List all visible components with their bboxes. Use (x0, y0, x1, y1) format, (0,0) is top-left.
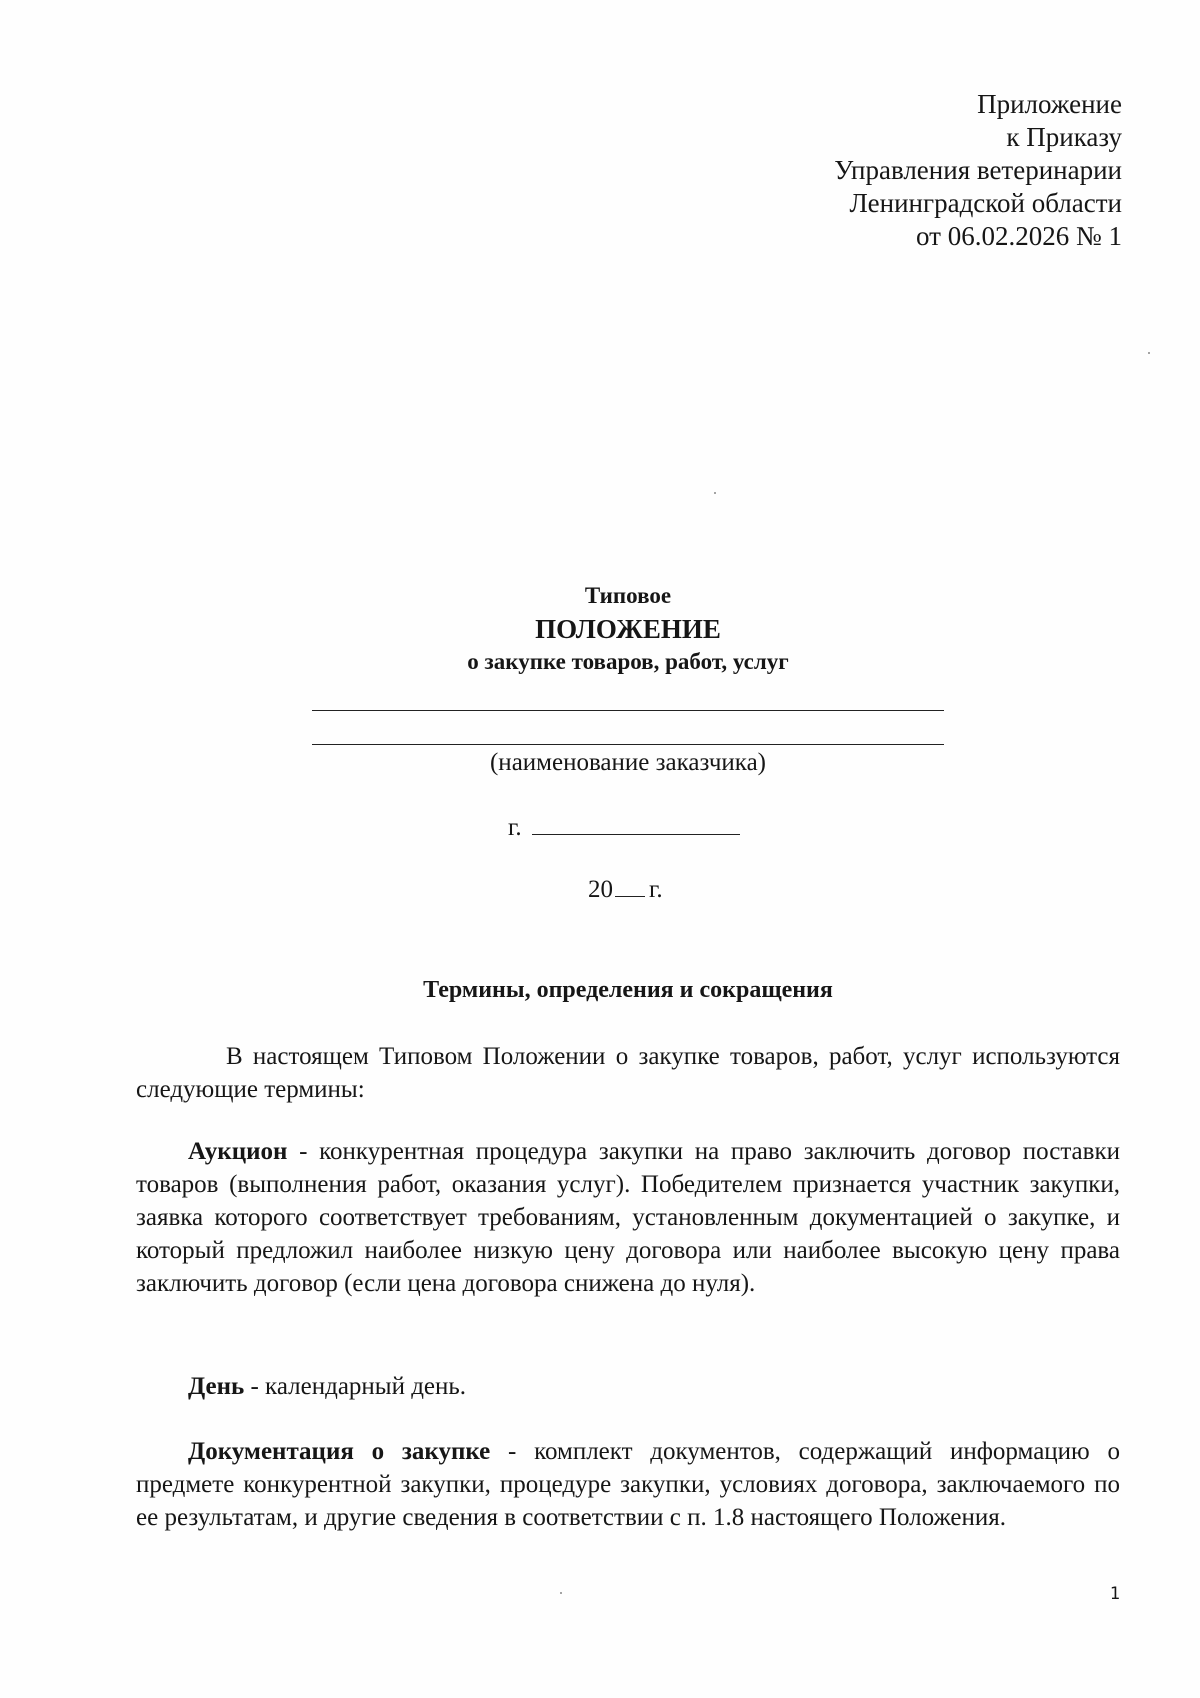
scan-speck (1148, 352, 1150, 354)
intro-paragraph (136, 1040, 1120, 1106)
scan-speck (714, 492, 716, 494)
document-title (0, 580, 1200, 678)
section-heading: Термины, определения и сокращения (423, 977, 833, 1003)
page-number: 1 (1109, 1584, 1120, 1604)
term-definition: - календарный день. (244, 1373, 467, 1400)
term-paragraph-documentation (136, 1435, 1120, 1534)
term-name: Аукцион (188, 1138, 288, 1165)
title-line-typical: Типовое (584, 583, 672, 608)
customer-name-line-2 (312, 744, 944, 745)
term-name: Документация о закупке (188, 1438, 491, 1465)
term-paragraph-auction (136, 1135, 1120, 1300)
appendix-line: Управления ветеринарии (834, 155, 1122, 185)
term-definition: - комплект документов, содержащий информацию о предмете конкурентной закупки, процедуре закупки, условиях договора, заключаемого по ее результатам, и другие сведения в соответствии с п. 1.8 настоящего Положения. (136, 1438, 1120, 1531)
city-blank-line (532, 812, 740, 835)
appendix-line: от 06.02.2026 № 1 (916, 221, 1122, 251)
title-line-subject: о закупке товаров, работ, услуг (467, 649, 789, 674)
city-field (508, 812, 740, 843)
appendix-line: Ленинградской области (849, 188, 1122, 218)
appendix-line: Приложение (977, 89, 1122, 119)
customer-name-caption: (наименование заказчика) (489, 749, 766, 776)
customer-name-line-1 (312, 710, 944, 711)
year-suffix: г. (649, 876, 663, 903)
appendix-block (834, 88, 1122, 253)
city-prefix: г. (508, 814, 522, 841)
scan-speck (560, 1592, 562, 1594)
year-blank-line (615, 874, 645, 897)
title-line-regulation: ПОЛОЖЕНИЕ (535, 614, 721, 644)
appendix-line: к Приказу (1006, 122, 1122, 152)
year-prefix: 20 (588, 876, 613, 903)
term-paragraph-day (136, 1370, 1120, 1403)
intro-text: В настоящем Типовом Положении о закупке товаров, работ, услуг используются следующие термины: (136, 1043, 1120, 1103)
year-field (588, 874, 663, 905)
term-definition: - конкурентная процедура закупки на право заключить договор поставки товаров (выполнения работ, оказания услуг). Победителем признается участник закупки, заявка которого соответствует требованиям, установленным документацией о закупке, и который предложил наиболее низкую цену договора или наиболее высокую цену права заключить договор (если цена договора снижена до нуля). (136, 1138, 1120, 1297)
term-name: День (188, 1373, 245, 1400)
